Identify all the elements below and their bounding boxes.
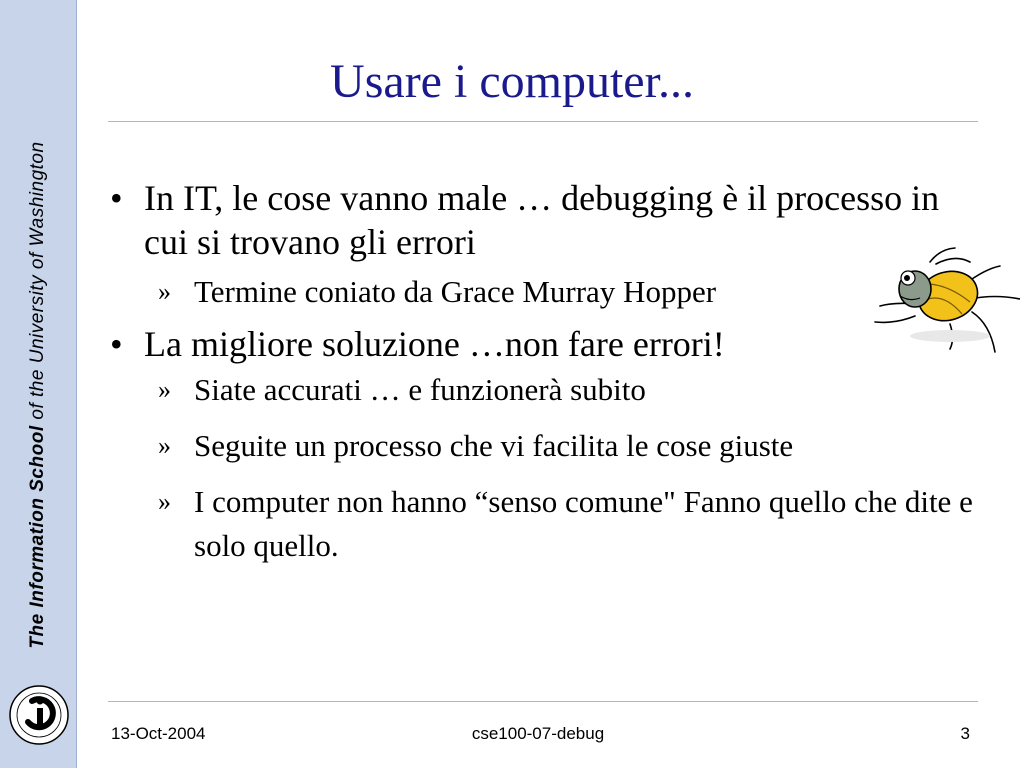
bug-icon: [870, 244, 1020, 359]
bullet-marker: •: [110, 324, 123, 364]
footer-divider: [108, 701, 978, 702]
sidebar-school-name: The Information School of the University of Washington: [27, 141, 48, 649]
sub-bullet-item: [108, 480, 988, 568]
slide-title: Usare i computer...: [330, 55, 694, 108]
bullet-list: [108, 176, 988, 568]
sub-bullet-item: [108, 368, 988, 412]
sidebar-band: [0, 0, 77, 768]
sub-bullet-text: Siate accurati … e funzionerà subito: [194, 372, 646, 407]
title-divider: [108, 121, 978, 122]
bullet-item: [108, 176, 988, 264]
sub-bullet-text: I computer non hanno “senso comune" Fanno quello che dite e solo quello.: [194, 484, 973, 563]
sub-bullet-item: [108, 424, 988, 468]
bullet-text: La migliore soluzione …non fare errori!: [144, 324, 725, 364]
sub-bullet-marker: »: [158, 277, 171, 306]
sub-bullet-text: Seguite un processo che vi facilita le cose giuste: [194, 428, 794, 463]
sub-bullet-marker: »: [158, 431, 171, 460]
sub-bullet-marker: »: [158, 487, 171, 516]
bullet-text: In IT, le cose vanno male … debugging è il processo in cui si trovano gli errori: [144, 178, 940, 262]
sub-bullet-text: Termine coniato da Grace Murray Hopper: [194, 274, 717, 309]
footer-page-number: 3: [960, 724, 970, 743]
footer-date: 13-Oct-2004: [111, 724, 206, 743]
bullet-marker: •: [110, 178, 123, 218]
sub-bullet-item: [108, 270, 988, 314]
bullet-item: [108, 322, 988, 366]
sub-bullet-marker: »: [158, 375, 171, 404]
footer-course: cse100-07-debug: [471, 724, 605, 743]
